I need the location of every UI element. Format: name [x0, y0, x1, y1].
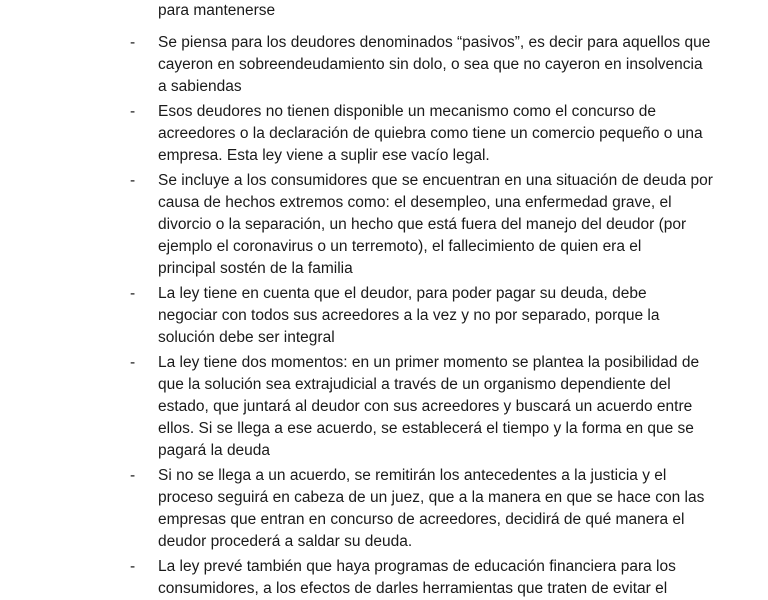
list-item-text [158, 465, 705, 553]
text-line: empresas que entran en concurso de acreedores, decidirá de qué manera el [158, 511, 685, 528]
text-line: divorcio o la separación, un hecho que está fuera del manejo del deudor (por [158, 216, 687, 233]
text-line: causa de hechos extremos como: el desempleo, una enfermedad grave, el [158, 194, 672, 211]
bullet-dash: - [130, 354, 136, 371]
continued-text-line: para mantenerse [158, 2, 276, 19]
list-item-text [158, 170, 713, 280]
list-item-text [158, 32, 711, 98]
text-line: solución debe ser integral [158, 329, 335, 346]
text-line: empresa. Esta ley viene a suplir ese vacío legal. [158, 147, 490, 164]
text-line: ellos. Si se llega a ese acuerdo, se establecerá el tiempo y la forma en que se [158, 420, 694, 437]
bullet-dash: - [130, 172, 136, 189]
text-line: Se incluye a los consumidores que se encuentran en una situación de deuda por [158, 172, 713, 189]
list-item-text [158, 101, 703, 167]
bullet-dash: - [130, 285, 136, 302]
text-line: cayeron en sobreendeudamiento sin dolo, o sea que no cayeron en insolvencia [158, 56, 703, 73]
text-line: pagará la deuda [158, 442, 271, 459]
bullet-dash: - [130, 34, 136, 51]
bullet-dash: - [130, 558, 136, 575]
text-line: Se piensa para los deudores denominados “pasivos”, es decir para aquellos que [158, 34, 711, 51]
text-line: acreedores o la declaración de quiebra como tiene un comercio pequeño o una [158, 125, 703, 142]
bullet-dash: - [130, 467, 136, 484]
list-item-text [158, 556, 678, 600]
text-line: estado, que juntará al deudor con sus acreedores y buscará un acuerdo entre [158, 398, 693, 415]
list-item-text [158, 283, 678, 349]
text-line: La ley tiene en cuenta que el deudor, para poder pagar su deuda, debe [158, 285, 647, 302]
text-line: deudor procederá a saldar su deuda. [158, 533, 413, 550]
text-line: ejemplo el coronavirus o un terremoto), el fallecimiento de quien era el [158, 238, 642, 255]
text-line: principal sostén de la familia [158, 260, 353, 277]
text-line: Esos deudores no tienen disponible un mecanismo como el concurso de [158, 103, 657, 120]
text-line: La ley tiene dos momentos: en un primer momento se plantea la posibilidad de [158, 354, 700, 371]
text-line: consumidores, a los efectos de darles herramientas que traten de evitar el [158, 580, 668, 597]
list-item-text [158, 352, 700, 462]
text-line: a sabiendas [158, 78, 242, 95]
text-line: que la solución sea extrajudicial a través de un organismo dependiente del [158, 376, 671, 393]
bullet-dash: - [130, 103, 136, 120]
text-line: Si no se llega a un acuerdo, se remitirán los antecedentes a la justicia y el [158, 467, 667, 484]
text-line: proceso seguirá en cabeza de un juez, que a la manera en que se hace con las [158, 489, 705, 506]
text-line: negociar con todos sus acreedores a la vez y no por separado, porque la [158, 307, 660, 324]
text-line: La ley prevé también que haya programas de educación financiera para los [158, 558, 676, 575]
